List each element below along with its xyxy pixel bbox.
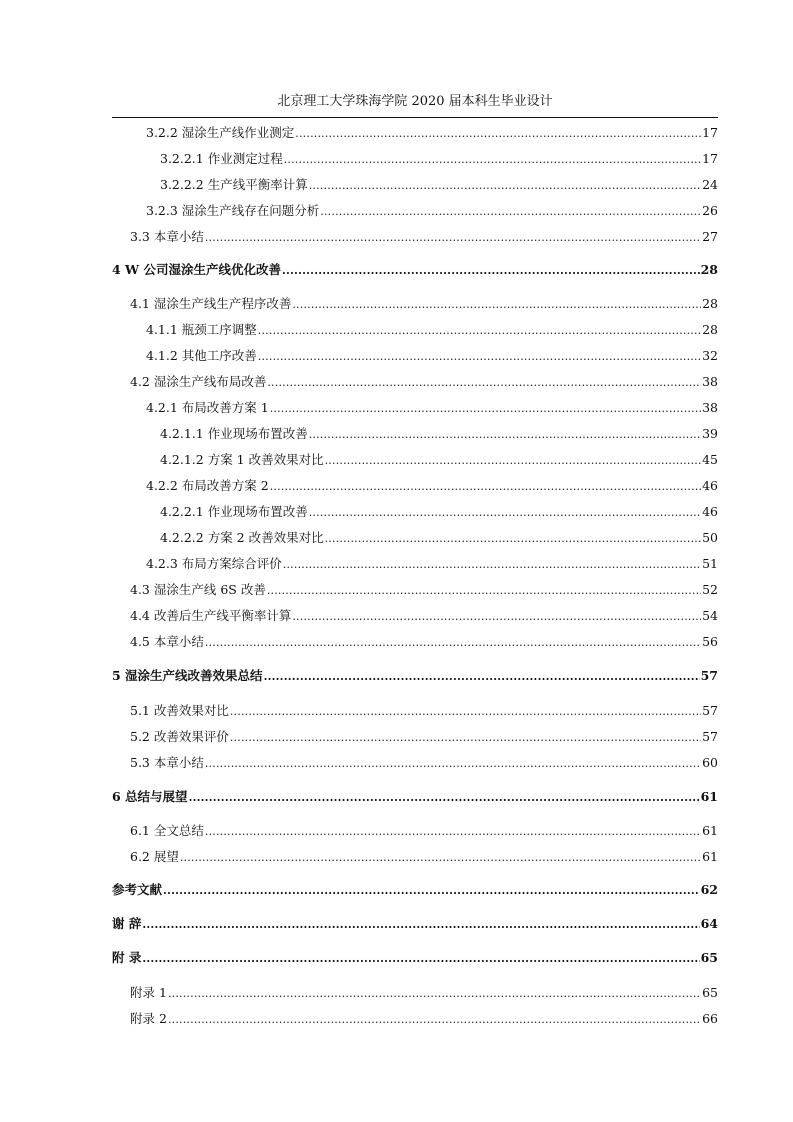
toc-entry-page: 66 bbox=[702, 1011, 718, 1026]
toc-entry-title: 附 录 bbox=[112, 950, 142, 965]
toc-entry-page: 28 bbox=[700, 262, 718, 277]
toc-entry-page: 27 bbox=[702, 229, 718, 244]
page-header: 北京理工大学珠海学院 2020 届本科生毕业设计 bbox=[277, 94, 553, 109]
dot-leader bbox=[142, 950, 699, 968]
dot-leader bbox=[284, 151, 701, 169]
toc-entry-page: 57 bbox=[702, 703, 718, 718]
dot-leader bbox=[205, 755, 701, 773]
toc-entry-title: 4.2.2.1 作业现场布置改善 bbox=[160, 504, 308, 519]
toc-entry-title: 参考文献 bbox=[112, 882, 163, 897]
toc-entry-title: 6 总结与展望 bbox=[112, 789, 188, 804]
toc-entry-4-5[interactable] bbox=[130, 633, 718, 651]
toc-entry-3-2-2-2[interactable] bbox=[160, 176, 718, 194]
toc-entry-4-1-1[interactable] bbox=[146, 321, 718, 339]
toc-entry-page: 46 bbox=[702, 478, 718, 493]
toc-entry-page: 28 bbox=[702, 296, 718, 311]
toc-entry-title: 5 湿涂生产线改善效果总结 bbox=[112, 668, 263, 683]
header-rule bbox=[112, 117, 718, 118]
toc-entry-6-2[interactable] bbox=[130, 848, 718, 866]
toc-entry-page: 57 bbox=[702, 729, 718, 744]
dot-leader bbox=[230, 703, 701, 721]
dot-leader bbox=[320, 203, 701, 221]
toc-entry-page: 50 bbox=[702, 530, 718, 545]
toc-entry-4-2-2[interactable] bbox=[146, 477, 718, 495]
dot-leader bbox=[180, 849, 701, 867]
toc-entry-title: 6.1 全文总结 bbox=[130, 823, 204, 838]
toc-entry-page: 64 bbox=[700, 916, 718, 931]
toc-entry-title: 3.2.2 湿涂生产线作业测定 bbox=[146, 125, 295, 140]
toc-entry-title: 5.2 改善效果评价 bbox=[130, 729, 229, 744]
toc-entry-page: 28 bbox=[702, 322, 718, 337]
dot-leader bbox=[168, 985, 701, 1003]
toc-entry-page: 61 bbox=[700, 789, 718, 804]
toc-entry-4-1[interactable] bbox=[130, 295, 718, 313]
toc-entry-title: 5.3 本章小结 bbox=[130, 755, 204, 770]
toc-entry-4-2-1[interactable] bbox=[146, 399, 718, 417]
toc-entry-title: 4.5 本章小结 bbox=[130, 634, 204, 649]
toc-entry-page: 65 bbox=[700, 950, 718, 965]
toc-entry-title: 4.2 湿涂生产线布局改善 bbox=[130, 374, 267, 389]
dot-leader bbox=[264, 668, 700, 686]
toc-entry-title: 4.1.2 其他工序改善 bbox=[146, 348, 257, 363]
toc-entry-references[interactable] bbox=[112, 881, 718, 899]
toc-entry-title: 4.4 改善后生产线平衡率计算 bbox=[130, 608, 292, 623]
toc-entry-title: 5.1 改善效果对比 bbox=[130, 703, 229, 718]
dot-leader bbox=[163, 882, 700, 900]
dot-leader bbox=[230, 729, 701, 747]
toc-entry-page: 65 bbox=[702, 985, 718, 1000]
dot-leader bbox=[270, 478, 701, 496]
toc-entry-title: 4.2.2 布局改善方案 2 bbox=[146, 478, 269, 493]
toc-entry-title: 3.2.2.2 生产线平衡率计算 bbox=[160, 177, 308, 192]
toc-entry-title: 4.1 湿涂生产线生产程序改善 bbox=[130, 296, 292, 311]
dot-leader bbox=[142, 916, 699, 934]
toc-entry-5-2[interactable] bbox=[130, 728, 718, 746]
dot-leader bbox=[267, 374, 701, 392]
toc-entry-title: 附录 2 bbox=[130, 1011, 167, 1026]
toc-entry-page: 17 bbox=[702, 125, 718, 140]
toc-entry-page: 24 bbox=[702, 177, 718, 192]
toc-entry-page: 56 bbox=[702, 634, 718, 649]
dot-leader bbox=[189, 789, 700, 807]
toc-entry-page: 61 bbox=[702, 823, 718, 838]
toc-entry-4-2-3[interactable] bbox=[146, 555, 718, 573]
dot-leader bbox=[270, 400, 701, 418]
toc-entry-title: 4.3 湿涂生产线 6S 改善 bbox=[130, 582, 266, 597]
toc-entry-page: 54 bbox=[702, 608, 718, 623]
toc-entry-page: 46 bbox=[702, 504, 718, 519]
toc-entry-3-3[interactable] bbox=[130, 228, 718, 246]
toc-entry-chapter-4[interactable] bbox=[112, 261, 718, 279]
toc-entry-title: 4.2.1.2 方案 1 改善效果对比 bbox=[160, 452, 324, 467]
dot-leader bbox=[292, 296, 701, 314]
toc-entry-4-2-1-1[interactable] bbox=[160, 425, 718, 443]
toc-entry-title: 附录 1 bbox=[130, 985, 167, 1000]
dot-leader bbox=[325, 530, 701, 548]
dot-leader bbox=[267, 582, 701, 600]
toc-entry-appendix-1[interactable] bbox=[130, 984, 718, 1002]
toc-entry-4-2-2-1[interactable] bbox=[160, 503, 718, 521]
toc-entry-4-2[interactable] bbox=[130, 373, 718, 391]
dot-leader bbox=[168, 1011, 701, 1029]
dot-leader bbox=[258, 322, 701, 340]
dot-leader bbox=[258, 348, 701, 366]
toc-entry-title: 4.2.2.2 方案 2 改善效果对比 bbox=[160, 530, 324, 545]
toc-entry-page: 51 bbox=[702, 556, 718, 571]
toc-entry-page: 57 bbox=[700, 668, 718, 683]
toc-entry-3-2-2-1[interactable] bbox=[160, 150, 718, 168]
toc-entry-title: 3.2.2.1 作业测定过程 bbox=[160, 151, 283, 166]
dot-leader bbox=[283, 556, 701, 574]
toc-entry-title: 6.2 展望 bbox=[130, 849, 179, 864]
toc-entry-title: 4.2.1 布局改善方案 1 bbox=[146, 400, 269, 415]
toc-entry-page: 62 bbox=[700, 882, 718, 897]
toc-entry-chapter-5[interactable] bbox=[112, 667, 718, 685]
dot-leader bbox=[309, 426, 701, 444]
dot-leader bbox=[325, 452, 701, 470]
toc-entry-page: 38 bbox=[702, 374, 718, 389]
toc-entry-title: 4.2.3 布局方案综合评价 bbox=[146, 556, 282, 571]
toc-entry-4-1-2[interactable] bbox=[146, 347, 718, 365]
toc-entry-6-1[interactable] bbox=[130, 822, 718, 840]
dot-leader bbox=[205, 229, 701, 247]
toc-entry-title: 谢 辞 bbox=[112, 916, 142, 931]
toc-entry-page: 60 bbox=[702, 755, 718, 770]
toc-entry-title: 3.3 本章小结 bbox=[130, 229, 204, 244]
toc-entry-4-4[interactable] bbox=[130, 607, 718, 625]
toc-entry-5-3[interactable] bbox=[130, 754, 718, 772]
toc-entry-title: 3.2.3 湿涂生产线存在问题分析 bbox=[146, 203, 320, 218]
toc-entry-4-2-1-2[interactable] bbox=[160, 451, 718, 469]
toc-entry-4-3[interactable] bbox=[130, 581, 718, 599]
dot-leader bbox=[295, 125, 701, 143]
toc-entry-page: 32 bbox=[702, 348, 718, 363]
toc-entry-3-2-2[interactable] bbox=[146, 124, 718, 142]
toc-entry-chapter-6[interactable] bbox=[112, 788, 718, 806]
dot-leader bbox=[205, 634, 701, 652]
toc-entry-page: 45 bbox=[702, 452, 718, 467]
toc-entry-page: 61 bbox=[702, 849, 718, 864]
toc-entry-appendix-2[interactable] bbox=[130, 1010, 718, 1028]
dot-leader bbox=[309, 177, 701, 195]
toc-entry-4-2-2-2[interactable] bbox=[160, 529, 718, 547]
toc-entry-3-2-3[interactable] bbox=[146, 202, 718, 220]
toc-entry-page: 38 bbox=[702, 400, 718, 415]
toc-entry-5-1[interactable] bbox=[130, 702, 718, 720]
dot-leader bbox=[205, 823, 701, 841]
toc-entry-page: 39 bbox=[702, 426, 718, 441]
toc-entry-acknowledgements[interactable] bbox=[112, 915, 718, 933]
toc-entry-page: 26 bbox=[702, 203, 718, 218]
dot-leader bbox=[282, 262, 700, 280]
toc-entry-title: 4.1.1 瓶颈工序调整 bbox=[146, 322, 257, 337]
dot-leader bbox=[292, 608, 701, 626]
dot-leader bbox=[309, 504, 701, 522]
toc-entry-title: 4 W 公司湿涂生产线优化改善 bbox=[112, 262, 281, 277]
toc-entry-title: 4.2.1.1 作业现场布置改善 bbox=[160, 426, 308, 441]
toc-entry-page: 17 bbox=[702, 151, 718, 166]
toc-entry-appendix[interactable] bbox=[112, 949, 718, 967]
toc-entry-page: 52 bbox=[702, 582, 718, 597]
